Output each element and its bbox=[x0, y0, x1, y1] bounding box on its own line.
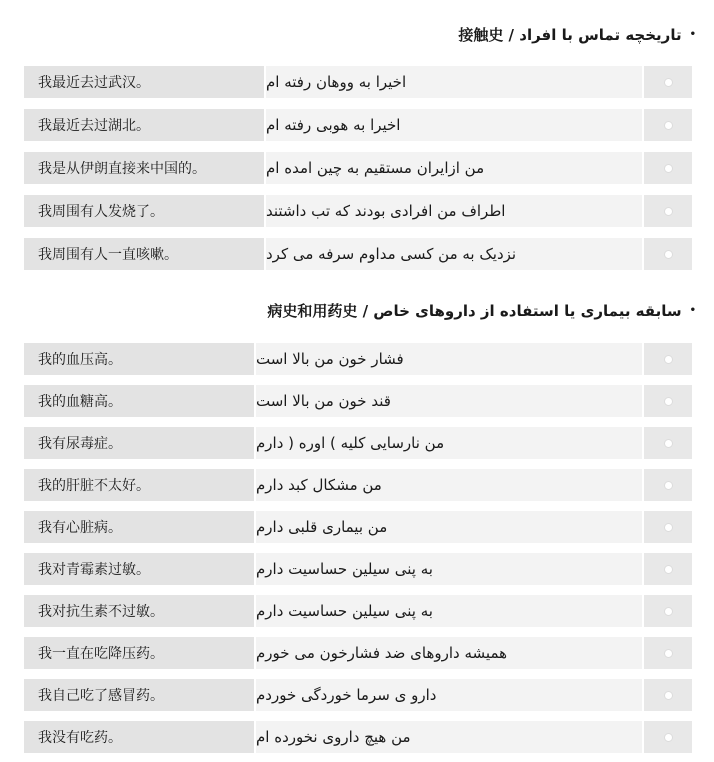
chinese-phrase: 我的血压高。 bbox=[24, 343, 254, 375]
phrase-row[interactable] bbox=[24, 238, 692, 270]
phrase-row[interactable] bbox=[24, 679, 692, 711]
persian-phrase: قند خون من بالا است bbox=[256, 385, 642, 417]
row-marker[interactable] bbox=[644, 343, 692, 375]
phrase-row[interactable] bbox=[24, 637, 692, 669]
radio-dot-icon bbox=[664, 607, 673, 616]
phrase-row[interactable] bbox=[24, 152, 692, 184]
radio-dot-icon bbox=[664, 250, 673, 259]
radio-dot-icon bbox=[664, 733, 673, 742]
row-marker[interactable] bbox=[644, 238, 692, 270]
chinese-phrase: 我一直在吃降压药。 bbox=[24, 637, 254, 669]
persian-phrase: به پنی سیلین حساسیت دارم bbox=[256, 595, 642, 627]
radio-dot-icon bbox=[664, 207, 673, 216]
chinese-phrase: 我有心脏病。 bbox=[24, 511, 254, 543]
chinese-phrase: 我最近去过湖北。 bbox=[24, 109, 264, 141]
phrase-row[interactable] bbox=[24, 469, 692, 501]
phrase-row[interactable] bbox=[24, 511, 692, 543]
row-marker[interactable] bbox=[644, 637, 692, 669]
radio-dot-icon bbox=[664, 691, 673, 700]
row-marker[interactable] bbox=[644, 152, 692, 184]
radio-dot-icon bbox=[664, 397, 673, 406]
row-marker[interactable] bbox=[644, 66, 692, 98]
radio-dot-icon bbox=[664, 523, 673, 532]
phrase-row[interactable] bbox=[24, 427, 692, 459]
chinese-phrase: 我没有吃药。 bbox=[24, 721, 254, 753]
persian-phrase: من نارسایی کلیه ) اوره ( دارم bbox=[256, 427, 642, 459]
persian-phrase: دارو ی سرما خوردگی خوردم bbox=[256, 679, 642, 711]
radio-dot-icon bbox=[664, 481, 673, 490]
row-marker[interactable] bbox=[644, 195, 692, 227]
persian-phrase: اخیرا به ووهان رفته ام bbox=[266, 66, 642, 98]
chinese-phrase: 我周围有人发烧了。 bbox=[24, 195, 264, 227]
phrase-row[interactable] bbox=[24, 553, 692, 585]
phrase-row[interactable] bbox=[24, 721, 692, 753]
persian-phrase: من ازایران مستقیم به چین امده ام bbox=[266, 152, 642, 184]
chinese-phrase: 我有尿毒症。 bbox=[24, 427, 254, 459]
persian-phrase: همیشه داروهای ضد فشارخون می خورم bbox=[256, 637, 642, 669]
persian-phrase: اطراف من افرادی بودند که تب داشتند bbox=[266, 195, 642, 227]
persian-phrase: من مشکال کبد دارم bbox=[256, 469, 642, 501]
section-title-text: سابقه بیماری یا استفاده از داروهای خاص / 病史和用药史 bbox=[267, 301, 682, 320]
row-marker[interactable] bbox=[644, 679, 692, 711]
chinese-phrase: 我周围有人一直咳嗽。 bbox=[24, 238, 264, 270]
persian-phrase: اخیرا به هوبی رفته ام bbox=[266, 109, 642, 141]
persian-phrase: فشار خون من بالا است bbox=[256, 343, 642, 375]
row-marker[interactable] bbox=[644, 721, 692, 753]
persian-phrase: به پنی سیلین حساسیت دارم bbox=[256, 553, 642, 585]
bullet-icon: • bbox=[689, 304, 696, 316]
phrase-row[interactable] bbox=[24, 195, 692, 227]
phrase-row[interactable] bbox=[24, 343, 692, 375]
section-title-text: تاریخچه تماس با افراد / 接触史 bbox=[458, 25, 682, 44]
row-marker[interactable] bbox=[644, 511, 692, 543]
radio-dot-icon bbox=[664, 355, 673, 364]
chinese-phrase: 我的血糖高。 bbox=[24, 385, 254, 417]
section-title-medical-history bbox=[267, 298, 696, 322]
chinese-phrase: 我的肝脏不太好。 bbox=[24, 469, 254, 501]
row-marker[interactable] bbox=[644, 553, 692, 585]
radio-dot-icon bbox=[664, 565, 673, 574]
chinese-phrase: 我自己吃了感冒药。 bbox=[24, 679, 254, 711]
persian-phrase: نزدیک به من کسی مداوم سرفه می کرد bbox=[266, 238, 642, 270]
row-marker[interactable] bbox=[644, 427, 692, 459]
bullet-icon: • bbox=[689, 28, 696, 40]
phrase-row[interactable] bbox=[24, 385, 692, 417]
phrase-row[interactable] bbox=[24, 109, 692, 141]
radio-dot-icon bbox=[664, 164, 673, 173]
row-marker[interactable] bbox=[644, 385, 692, 417]
row-marker[interactable] bbox=[644, 109, 692, 141]
row-marker[interactable] bbox=[644, 595, 692, 627]
row-marker[interactable] bbox=[644, 469, 692, 501]
phrase-row[interactable] bbox=[24, 66, 692, 98]
persian-phrase: من هیچ داروی نخورده ام bbox=[256, 721, 642, 753]
chinese-phrase: 我对青霉素过敏。 bbox=[24, 553, 254, 585]
radio-dot-icon bbox=[664, 78, 673, 87]
radio-dot-icon bbox=[664, 121, 673, 130]
section-title-contact-history bbox=[458, 22, 696, 46]
radio-dot-icon bbox=[664, 439, 673, 448]
persian-phrase: من بیماری قلبی دارم bbox=[256, 511, 642, 543]
radio-dot-icon bbox=[664, 649, 673, 658]
chinese-phrase: 我最近去过武汉。 bbox=[24, 66, 264, 98]
chinese-phrase: 我是从伊朗直接来中国的。 bbox=[24, 152, 264, 184]
chinese-phrase: 我对抗生素不过敏。 bbox=[24, 595, 254, 627]
phrase-row[interactable] bbox=[24, 595, 692, 627]
